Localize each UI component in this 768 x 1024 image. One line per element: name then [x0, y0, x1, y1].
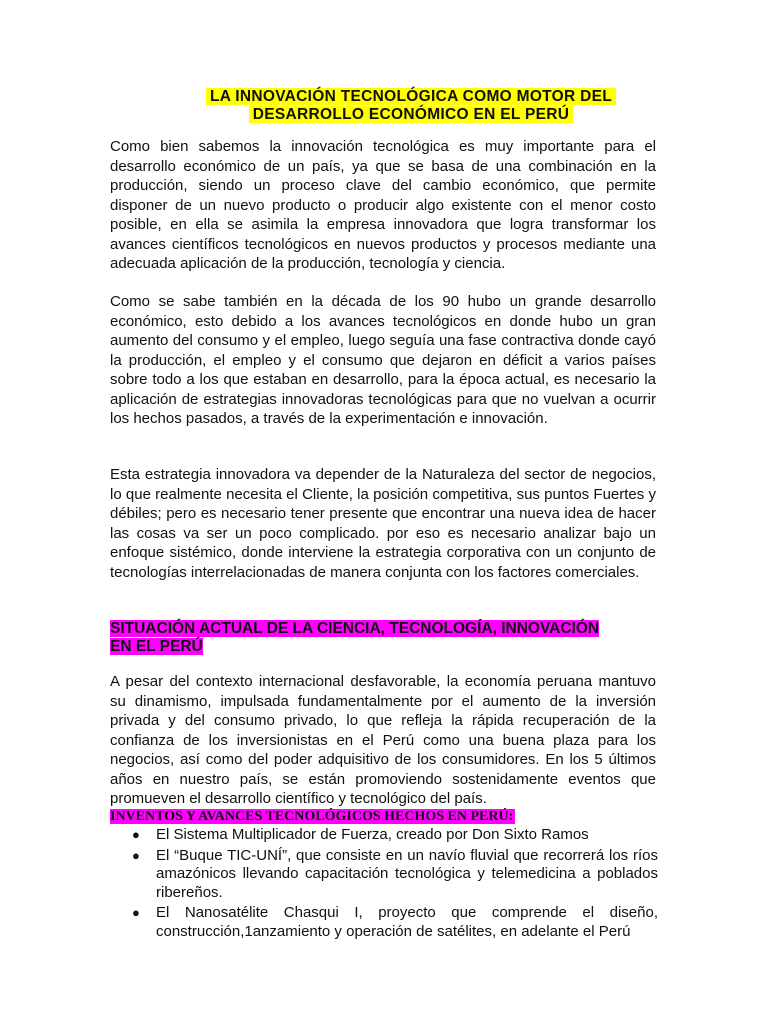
bullet-icon: ●	[132, 827, 140, 842]
subsection-heading-text: INVENTOS Y AVANCES TECNOLÓGICOS HECHOS EN PERÚ:	[110, 809, 514, 824]
paragraph-1: Como bien sabemos la innovación tecnológica es muy importante para el desarrollo económico de un país, ya que se basa de una combinación en la producción, siendo un proceso clave del cambio económico, que permite disponer de un nuevo producto o producir algo existente con el menor costo posible, en ella se asimila la empresa innovadora que logra transformar los avances científicos tecnológicos en nuevos productos y procesos mediante una adecuada aplicación de la producción, tecnología y ciencia.	[110, 138, 656, 272]
section-heading-line-1: SITUACIÓN ACTUAL DE LA CIENCIA, TECNOLOGÍA, INNOVACIÓN	[110, 620, 600, 637]
list-item-text: El Sistema Multiplicador de Fuerza, creado por Don Sixto Ramos	[156, 826, 589, 843]
list-item	[110, 826, 658, 845]
title-line-2: DESARROLLO ECONÓMICO EN EL PERÚ	[249, 106, 573, 123]
inventions-list	[110, 826, 658, 943]
subsection-heading	[110, 808, 515, 825]
list-item-text: El “Buque TIC-UNÍ”, que consiste en un navío fluvial que recorrerá los ríos amazónicos llevando capacitación tecnológica y telemedicina a poblados ribereños.	[156, 846, 658, 901]
paragraph-2: Como se sabe también en la década de los 90 hubo un grande desarrollo económico, esto debido a los avances tecnológicos en donde hubo un gran aumento del consumo y el empleo, luego seguía una fase contractiva donde cayó la producción, el empleo y el consumo que dejaron en déficit a varios países sobre todo a los que estaban en desarrollo, para la época actual, es necesario la aplicación de estrategias innovadoras tecnológicas para que no vuelvan a ocurrir los hechos pasados, a través de la experimentación e innovación.	[110, 293, 656, 427]
list-item	[110, 847, 658, 903]
section-heading-line-2: EN EL PERÚ	[110, 638, 203, 655]
section-paragraph: A pesar del contexto internacional desfavorable, la economía peruana mantuvo su dinamismo, impulsada fundamentalmente por el aumento de la inversión privada y del consumo privado, lo que refleja la rápida recuperación de la confianza de los inversionistas en el Perú como una buena plaza para los negocios, así como del poder adquisitivo de los consumidores. En los 5 últimos años en nuestro país, se están promoviendo sostenidamente eventos que promueven el desarrollo científico y tecnológico del país.	[110, 673, 656, 807]
document-title	[196, 88, 626, 124]
bullet-icon: ●	[132, 847, 140, 863]
section-heading	[110, 620, 658, 656]
paragraph-3: Esta estrategia innovadora va depender de la Naturaleza del sector de negocios, lo que realmente necesita el Cliente, la posición competitiva, sus puntos Fuertes y débiles; pero es necesario tener presente que encontrar una nueva idea de hacer las cosas va ser un poco complicado. por eso es necesario analizar bajo un enfoque sistémico, donde interviene la estrategia corporativa con un conjunto de tecnologías interrelacionadas de manera conjunta con los factores comerciales.	[110, 466, 656, 581]
list-item-text: El Nanosatélite Chasqui I, proyecto que comprende el diseño, construcción,1anzamiento y operación de satélites, en adelante el Perú	[156, 904, 658, 940]
list-item	[110, 904, 658, 941]
bullet-icon: ●	[132, 905, 140, 920]
title-line-1: LA INNOVACIÓN TECNOLÓGICA COMO MOTOR DEL	[206, 88, 616, 105]
